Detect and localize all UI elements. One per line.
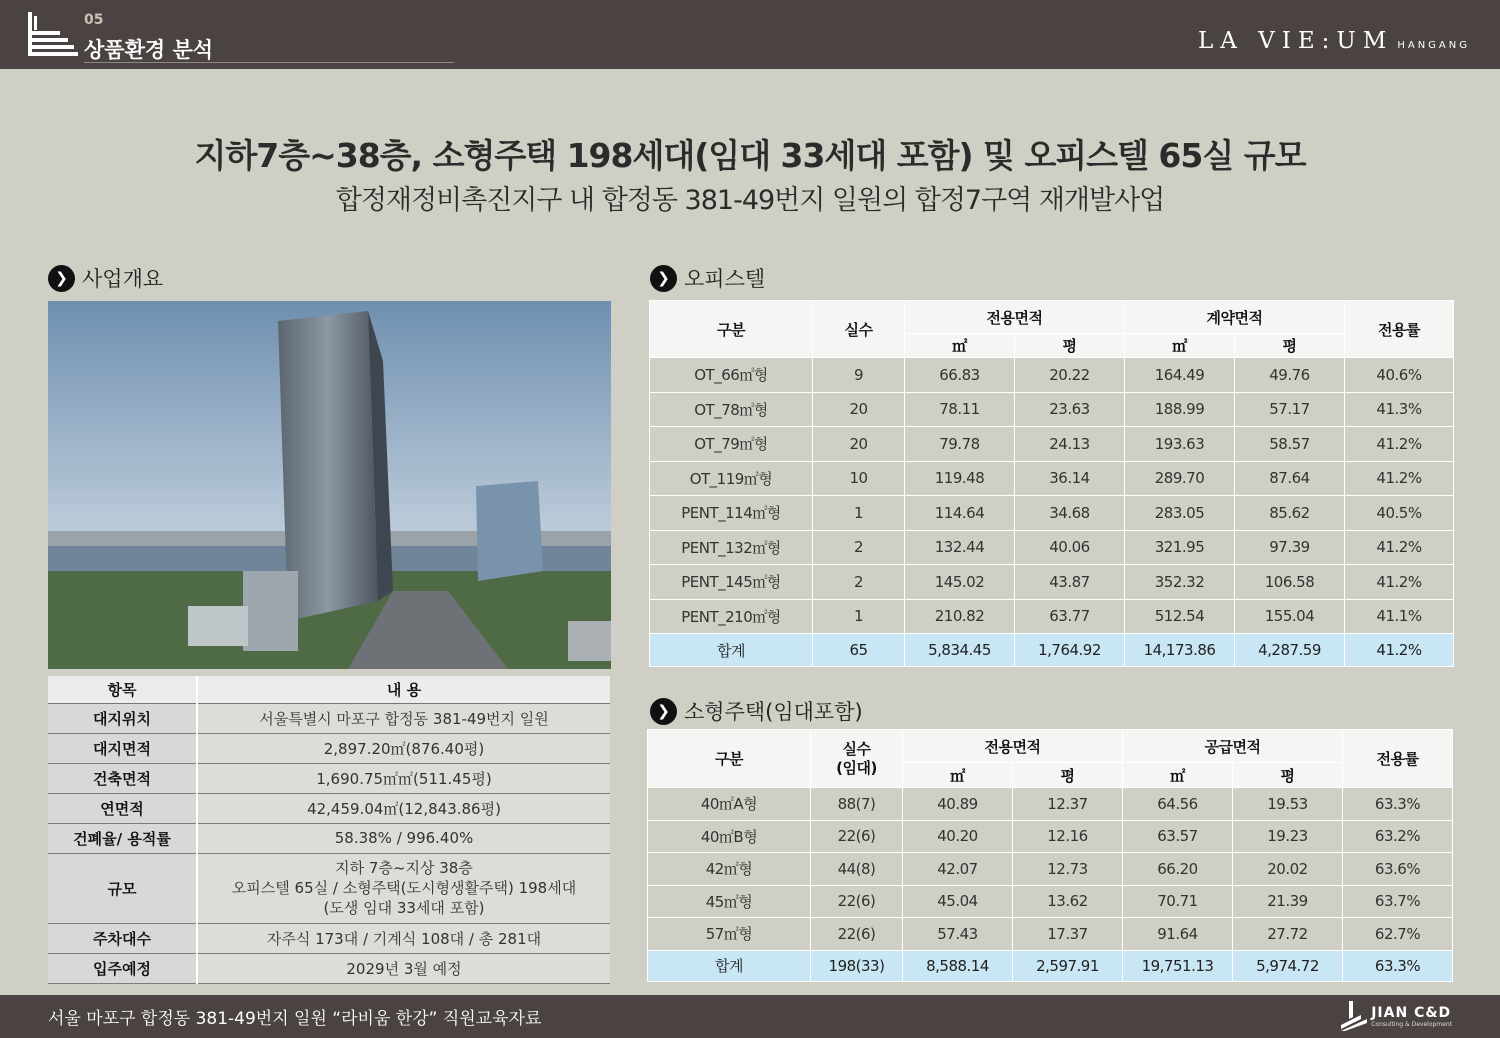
table-cell: 40.5% — [1345, 496, 1454, 531]
table-cell: 57.17 — [1235, 392, 1345, 427]
total-cell: 41.2% — [1345, 634, 1454, 667]
table-cell: 63.3% — [1343, 788, 1453, 821]
header-item: 항목 — [48, 676, 197, 703]
table-cell: 66.20 — [1123, 853, 1233, 886]
header-exclusive-area: 전용면적 — [903, 730, 1123, 763]
total-cell: 63.3% — [1343, 950, 1453, 981]
table-cell: 119.48 — [905, 461, 1015, 496]
table-cell: 66.83 — [905, 358, 1015, 393]
table-cell: 40.20 — [903, 820, 1013, 853]
table-cell: 40.6% — [1345, 358, 1454, 393]
table-cell: 88(7) — [811, 788, 903, 821]
building-rendering-image — [48, 301, 611, 669]
table-cell: 22(6) — [811, 885, 903, 918]
table-cell: OT_79㎡형 — [650, 427, 813, 462]
header-supply-area: 공급면적 — [1123, 730, 1343, 763]
table-cell: 40.06 — [1015, 530, 1125, 565]
top-bar — [0, 0, 1500, 69]
table-cell: 79.78 — [905, 427, 1015, 462]
table-cell: 40㎡A형 — [648, 788, 811, 821]
table-cell: 70.71 — [1123, 885, 1233, 918]
overview-table — [48, 676, 610, 984]
header-type: 구분 — [648, 730, 811, 788]
table-cell: 17.37 — [1013, 918, 1123, 951]
table-row — [650, 496, 1454, 531]
table-cell: 114.64 — [905, 496, 1015, 531]
table-cell: 45.04 — [903, 885, 1013, 918]
page-subtitle: 합정재정비촉진지구 내 합정동 381-49번지 일원의 합정7구역 재개발사업 — [335, 185, 1165, 216]
table-row — [648, 885, 1453, 918]
table-row — [648, 788, 1453, 821]
total-cell: 1,764.92 — [1015, 634, 1125, 667]
table-cell: 164.49 — [1125, 358, 1235, 393]
table-cell: 188.99 — [1125, 392, 1235, 427]
total-cell: 8,588.14 — [903, 950, 1013, 981]
table-row — [650, 427, 1454, 462]
table-cell: 58.57 — [1235, 427, 1345, 462]
total-cell: 합계 — [650, 634, 813, 667]
table-cell: 85.62 — [1235, 496, 1345, 531]
table-row — [650, 530, 1454, 565]
table-cell: 145.02 — [905, 565, 1015, 600]
table-cell: 44(8) — [811, 853, 903, 886]
table-cell: 2 — [813, 530, 905, 565]
table-cell: 2 — [813, 565, 905, 600]
table-header-row — [48, 676, 610, 703]
table-cell: 34.68 — [1015, 496, 1125, 531]
table-cell: 12.73 — [1013, 853, 1123, 886]
total-cell: 합계 — [648, 950, 811, 981]
total-cell: 2,597.91 — [1013, 950, 1123, 981]
table-row — [648, 853, 1453, 886]
total-cell: 4,287.59 — [1235, 634, 1345, 667]
table-cell: 63.77 — [1015, 599, 1125, 634]
housing-table: 구분 실수 (임대) 전용면적 공급면적 전용률 ㎡ 평 ㎡ 평 40㎡A형 88(7) 40.89 12.37 64.56 19.53 63.3% 40㎡B형 22(6) 40.20 12.16 63.57 19.23 63.2% 42㎡형 44(8) 42.07 12.73 66.20 20.02 63.6% 45㎡형 22(6) 45.04 13.62 70.71 21.39 63.7% 57㎡형 22(6) 57.43 17.37 91.64 27.72 62.7% 합계 198(33) 8,588.14 2,597.91 19,751.13 5,974.72 63.3% — [647, 729, 1453, 982]
table-cell: 41.2% — [1345, 461, 1454, 496]
table-cell: 321.95 — [1125, 530, 1235, 565]
header-count: 실수 (임대) — [811, 730, 903, 788]
table-cell: 63.6% — [1343, 853, 1453, 886]
table-cell: 210.82 — [905, 599, 1015, 634]
arrow-right-icon: ❯ — [650, 265, 677, 292]
table-cell: 63.7% — [1343, 885, 1453, 918]
table-cell: 12.37 — [1013, 788, 1123, 821]
table-cell: 62.7% — [1343, 918, 1453, 951]
total-row — [650, 634, 1454, 667]
table-row — [650, 565, 1454, 600]
total-cell: 5,834.45 — [905, 634, 1015, 667]
officetel-heading: ❯ 오피스텔 — [650, 263, 765, 293]
total-row — [648, 950, 1453, 981]
table-row — [650, 461, 1454, 496]
header-type: 구분 — [650, 301, 813, 358]
table-cell: 97.39 — [1235, 530, 1345, 565]
overview-heading: ❯ 사업개요 — [48, 263, 163, 293]
table-cell: 1 — [813, 599, 905, 634]
table-cell: 64.56 — [1123, 788, 1233, 821]
arrow-right-icon: ❯ — [48, 265, 75, 292]
housing-heading: ❯ 소형주택(임대포함) — [650, 696, 863, 726]
table-cell: 57㎡형 — [648, 918, 811, 951]
building-logo-icon — [28, 12, 78, 58]
table-cell: 43.87 — [1015, 565, 1125, 600]
table-row: 대지면적 2,897.20㎡(876.40평) — [48, 733, 610, 763]
table-cell: 22(6) — [811, 820, 903, 853]
table-cell: 41.3% — [1345, 392, 1454, 427]
table-cell: 20 — [813, 427, 905, 462]
table-cell: 63.57 — [1123, 820, 1233, 853]
table-cell: 87.64 — [1235, 461, 1345, 496]
section-title: 상품환경 분석 — [84, 38, 214, 62]
arrow-right-icon: ❯ — [650, 698, 677, 725]
table-cell: 78.11 — [905, 392, 1015, 427]
table-cell: 352.32 — [1125, 565, 1235, 600]
table-row: 연면적 42,459.04㎡(12,843.86평) — [48, 793, 610, 823]
table-cell: 20.22 — [1015, 358, 1125, 393]
table-cell: PENT_132㎡형 — [650, 530, 813, 565]
table-cell: 42㎡형 — [648, 853, 811, 886]
table-row: 입주예정 2029년 3월 예정 — [48, 953, 610, 983]
header-ratio: 전용률 — [1343, 730, 1453, 788]
table-cell: 9 — [813, 358, 905, 393]
table-cell: OT_119㎡형 — [650, 461, 813, 496]
total-cell: 198(33) — [811, 950, 903, 981]
total-cell: 5,974.72 — [1233, 950, 1343, 981]
page-title: 지하7층~38층, 소형주택 198세대(임대 33세대 포함) 및 오피스텔 65실 규모 — [194, 136, 1306, 175]
table-cell: PENT_210㎡형 — [650, 599, 813, 634]
table-cell: 41.1% — [1345, 599, 1454, 634]
table-cell: 57.43 — [903, 918, 1013, 951]
total-cell: 19,751.13 — [1123, 950, 1233, 981]
table-row — [650, 392, 1454, 427]
footer-text: 서울 마포구 합정동 381-49번지 일원 “라비움 한강” 직원교육자료 — [48, 1009, 542, 1029]
table-cell: 36.14 — [1015, 461, 1125, 496]
section-divider — [84, 62, 454, 63]
table-cell: 283.05 — [1125, 496, 1235, 531]
table-cell: 63.2% — [1343, 820, 1453, 853]
table-cell: 24.13 — [1015, 427, 1125, 462]
table-cell: 49.76 — [1235, 358, 1345, 393]
table-row: 주차대수 자주식 173대 / 기계식 108대 / 총 281대 — [48, 923, 610, 953]
table-cell: 23.63 — [1015, 392, 1125, 427]
table-row — [648, 820, 1453, 853]
total-cell: 14,173.86 — [1125, 634, 1235, 667]
section-number: 05 — [84, 12, 104, 28]
table-cell: 41.2% — [1345, 427, 1454, 462]
table-row — [650, 358, 1454, 393]
table-cell: 19.23 — [1233, 820, 1343, 853]
table-cell: 45㎡형 — [648, 885, 811, 918]
table-row: 건축면적 1,690.75㎡㎡(511.45평) — [48, 763, 610, 793]
table-row: 건폐율/ 용적률 58.38% / 996.40% — [48, 823, 610, 853]
table-cell: PENT_114㎡형 — [650, 496, 813, 531]
header-content: 내 용 — [197, 676, 610, 703]
table-cell: 40㎡B형 — [648, 820, 811, 853]
company-logo: JIAN C&D Consulting & Development — [1341, 1001, 1452, 1031]
table-cell: 106.58 — [1235, 565, 1345, 600]
header-contract-area: 계약면적 — [1125, 301, 1345, 334]
header-exclusive-area: 전용면적 — [905, 301, 1125, 334]
header-count: 실수 — [813, 301, 905, 358]
table-cell: 1 — [813, 496, 905, 531]
table-cell: 19.53 — [1233, 788, 1343, 821]
table-row — [648, 918, 1453, 951]
table-cell: 10 — [813, 461, 905, 496]
table-cell: 91.64 — [1123, 918, 1233, 951]
table-cell: OT_78㎡형 — [650, 392, 813, 427]
officetel-table: 구분 실수 전용면적 계약면적 전용률 ㎡ 평 ㎡ 평 OT_66㎡형 9 66.83 20.22 164.49 49.76 40.6% OT_78㎡형 20 78.11 23.63 188.99 57.17 41.3% OT_79㎡형 20 79.78 24.13 193.63 58.57 41.2% OT_119㎡형 10 119.48 36.14 289.70 87.64 41.2% PENT_114㎡형 1 114.64 34.68 283.05 85.62 40.5% PENT_132㎡형 2 132.44 40.06 321.95 97.39 41.2% PENT_145㎡형 2 145.02 43.87 352.32 106.58 41.2% PENT_210㎡형 1 210.82 63.77 512.54 155.04 41.1% 합계 65 5,834.45 1,764.92 14,173.86 4,287.59 41.2% — [649, 300, 1454, 667]
header-ratio: 전용률 — [1345, 301, 1454, 358]
table-cell: 13.62 — [1013, 885, 1123, 918]
brand-logo: LA VIE:UM HANGANG — [1197, 28, 1470, 54]
table-cell: 12.16 — [1013, 820, 1123, 853]
table-cell: 41.2% — [1345, 565, 1454, 600]
table-cell: 27.72 — [1233, 918, 1343, 951]
table-cell: 22(6) — [811, 918, 903, 951]
footer-bar — [0, 995, 1500, 1038]
table-cell: OT_66㎡형 — [650, 358, 813, 393]
table-cell: 41.2% — [1345, 530, 1454, 565]
table-cell: 21.39 — [1233, 885, 1343, 918]
total-cell: 65 — [813, 634, 905, 667]
table-row: 규모 지하 7층~지상 38층 오피스텔 65실 / 소형주택(도시형생활주택) 198세대 (도생 임대 33세대 포함) — [48, 853, 610, 923]
table-cell: 193.63 — [1125, 427, 1235, 462]
table-row — [650, 599, 1454, 634]
table-cell: 132.44 — [905, 530, 1015, 565]
table-cell: PENT_145㎡형 — [650, 565, 813, 600]
table-cell: 155.04 — [1235, 599, 1345, 634]
table-cell: 20 — [813, 392, 905, 427]
table-cell: 40.89 — [903, 788, 1013, 821]
table-cell: 20.02 — [1233, 853, 1343, 886]
jian-logo-icon — [1341, 1001, 1367, 1031]
table-row: 대지위치 서울특별시 마포구 합정동 381-49번지 일원 — [48, 703, 610, 733]
table-cell: 42.07 — [903, 853, 1013, 886]
table-cell: 512.54 — [1125, 599, 1235, 634]
table-cell: 289.70 — [1125, 461, 1235, 496]
